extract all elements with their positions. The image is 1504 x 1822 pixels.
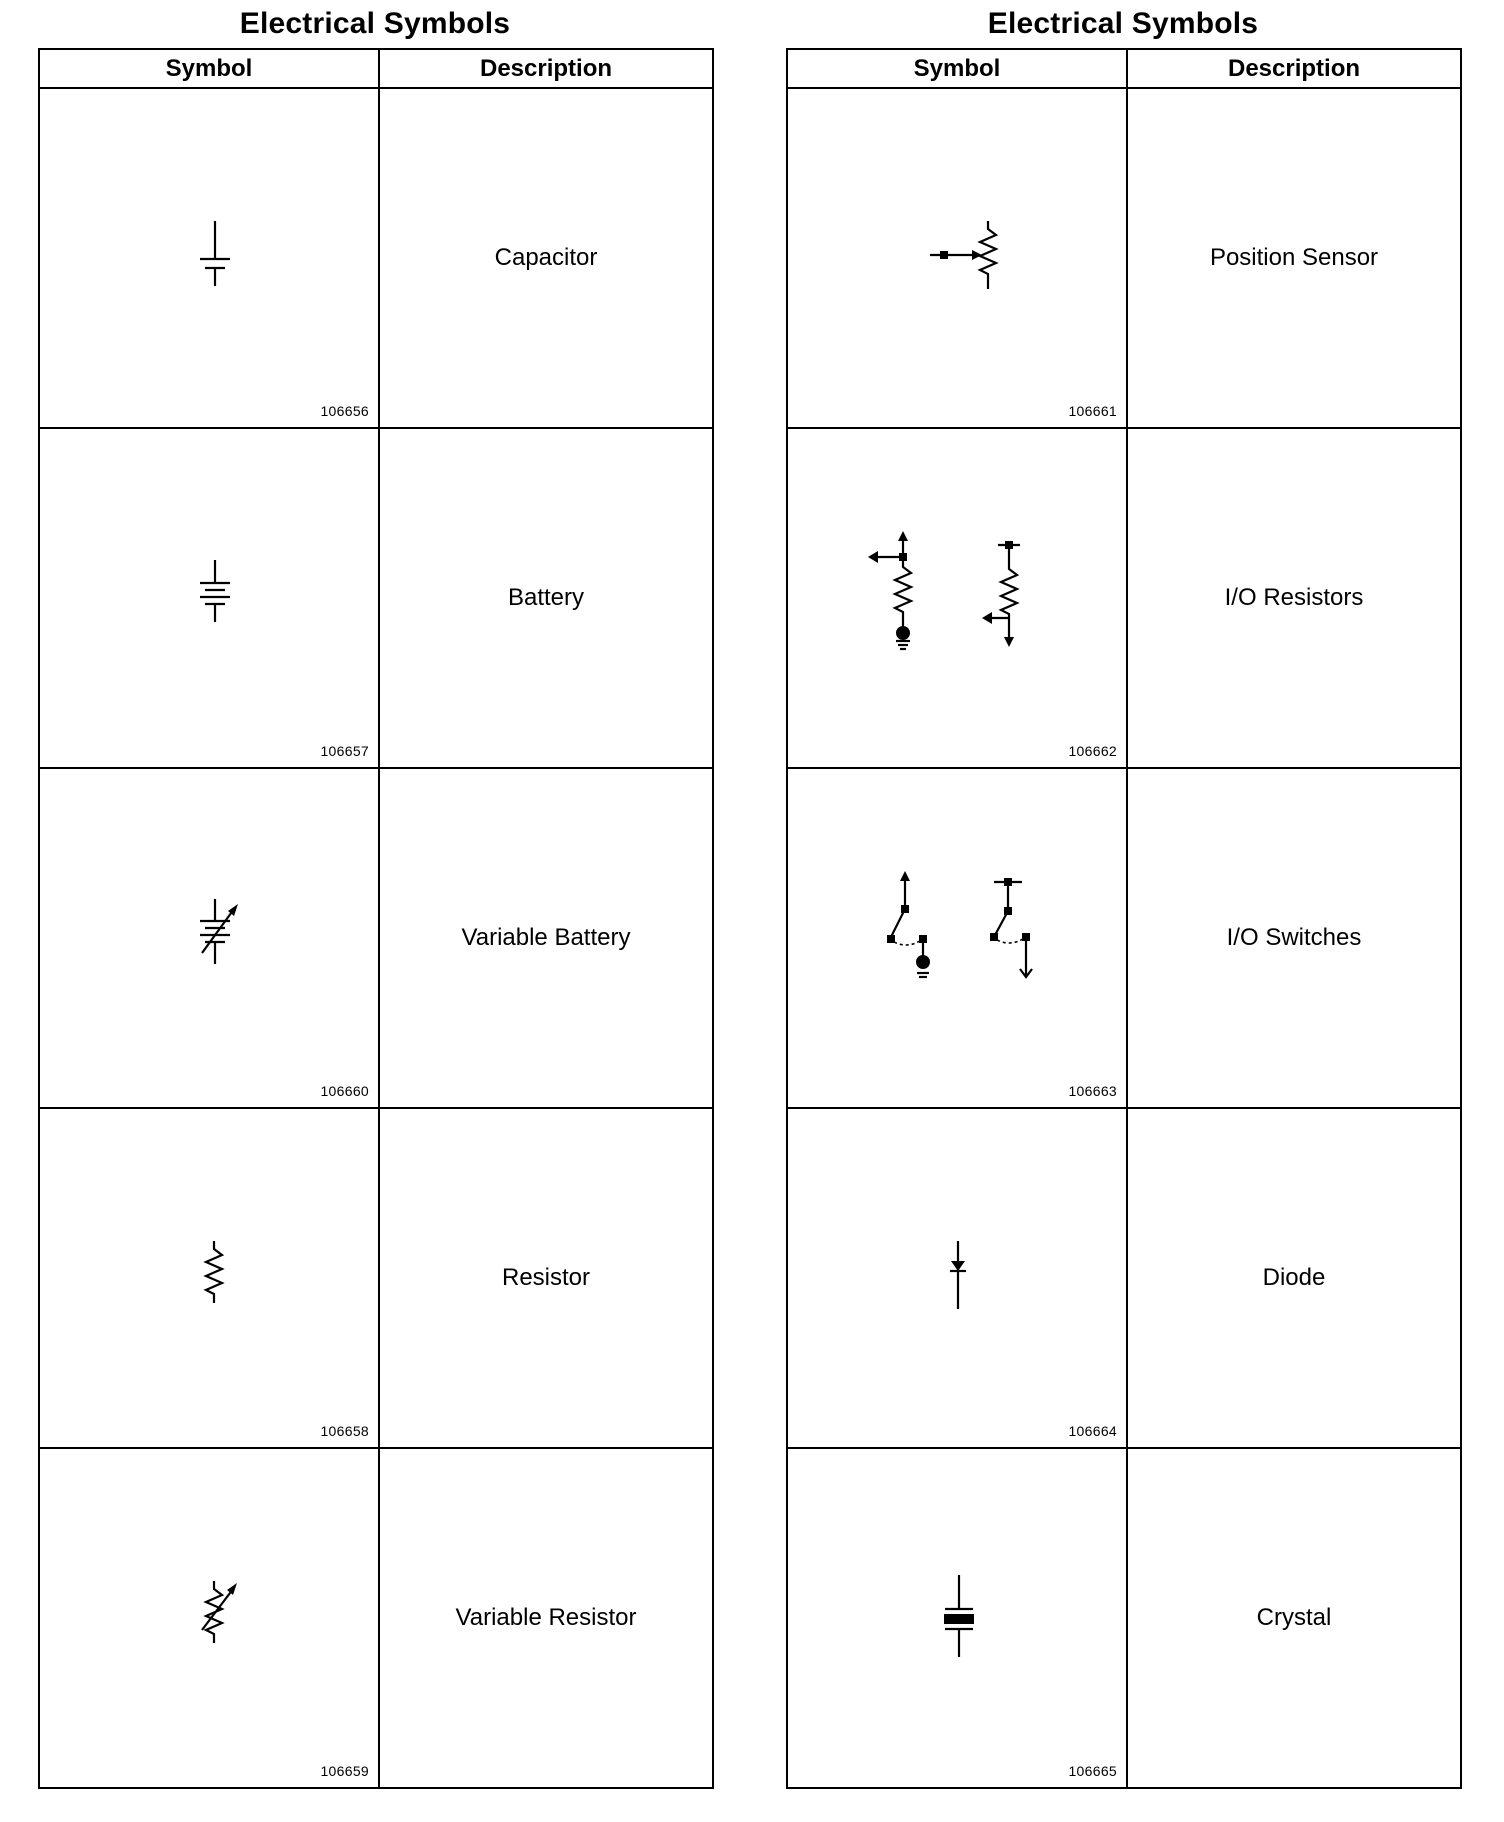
description-cell: I/O Switches <box>1127 768 1461 1108</box>
table-title: Electrical Symbols <box>239 7 511 40</box>
table-row <box>787 768 1461 1108</box>
symbol-cell <box>39 1448 379 1788</box>
figure-number: 106659 <box>320 1763 369 1779</box>
symbols-table <box>786 48 1462 1789</box>
description-column-header: Description <box>379 49 713 88</box>
table-row <box>787 1108 1461 1448</box>
description-cell: Resistor <box>379 1108 713 1448</box>
variable-battery-icon <box>40 769 380 1107</box>
symbols-table <box>38 48 714 1789</box>
resistor-icon <box>40 1109 380 1447</box>
symbol-cell <box>39 88 379 428</box>
description-cell: Battery <box>379 428 713 768</box>
table-title: Electrical Symbols <box>987 7 1259 40</box>
io-resistors-icon <box>788 429 1128 767</box>
table-row <box>787 428 1461 768</box>
symbol-cell <box>787 1108 1127 1448</box>
figure-number: 106657 <box>320 743 369 759</box>
figure-number: 106663 <box>1068 1083 1117 1099</box>
table-row <box>39 88 713 428</box>
symbol-cell <box>39 428 379 768</box>
description-cell: Capacitor <box>379 88 713 428</box>
symbol-cell <box>787 768 1127 1108</box>
description-cell: Position Sensor <box>1127 88 1461 428</box>
description-cell: I/O Resistors <box>1127 428 1461 768</box>
figure-number: 106662 <box>1068 743 1117 759</box>
io-switches-icon <box>788 769 1128 1107</box>
symbol-cell <box>787 428 1127 768</box>
table-header-row <box>39 49 713 88</box>
description-cell: Diode <box>1127 1108 1461 1448</box>
crystal-icon <box>788 1449 1128 1787</box>
symbol-cell <box>787 88 1127 428</box>
table-row <box>39 1448 713 1788</box>
electrical-symbols-table-right <box>786 0 1460 1789</box>
position-sensor-icon <box>788 89 1128 427</box>
figure-number: 106660 <box>320 1083 369 1099</box>
table-row <box>39 1108 713 1448</box>
symbol-cell <box>39 768 379 1108</box>
description-column-header: Description <box>1127 49 1461 88</box>
variable-resistor-icon <box>40 1449 380 1787</box>
electrical-symbols-table-left <box>38 0 712 1789</box>
description-cell: Crystal <box>1127 1448 1461 1788</box>
figure-number: 106661 <box>1068 403 1117 419</box>
diode-icon <box>788 1109 1128 1447</box>
figure-number: 106665 <box>1068 1763 1117 1779</box>
symbol-cell <box>787 1448 1127 1788</box>
table-row <box>39 768 713 1108</box>
description-cell: Variable Resistor <box>379 1448 713 1788</box>
battery-icon <box>40 429 380 767</box>
figure-number: 106658 <box>320 1423 369 1439</box>
figure-number: 106656 <box>320 403 369 419</box>
table-row <box>787 88 1461 428</box>
figure-number: 106664 <box>1068 1423 1117 1439</box>
description-cell: Variable Battery <box>379 768 713 1108</box>
symbol-column-header: Symbol <box>39 49 379 88</box>
capacitor-icon <box>40 89 380 427</box>
symbol-cell <box>39 1108 379 1448</box>
table-row <box>787 1448 1461 1788</box>
symbol-column-header: Symbol <box>787 49 1127 88</box>
table-header-row <box>787 49 1461 88</box>
table-row <box>39 428 713 768</box>
